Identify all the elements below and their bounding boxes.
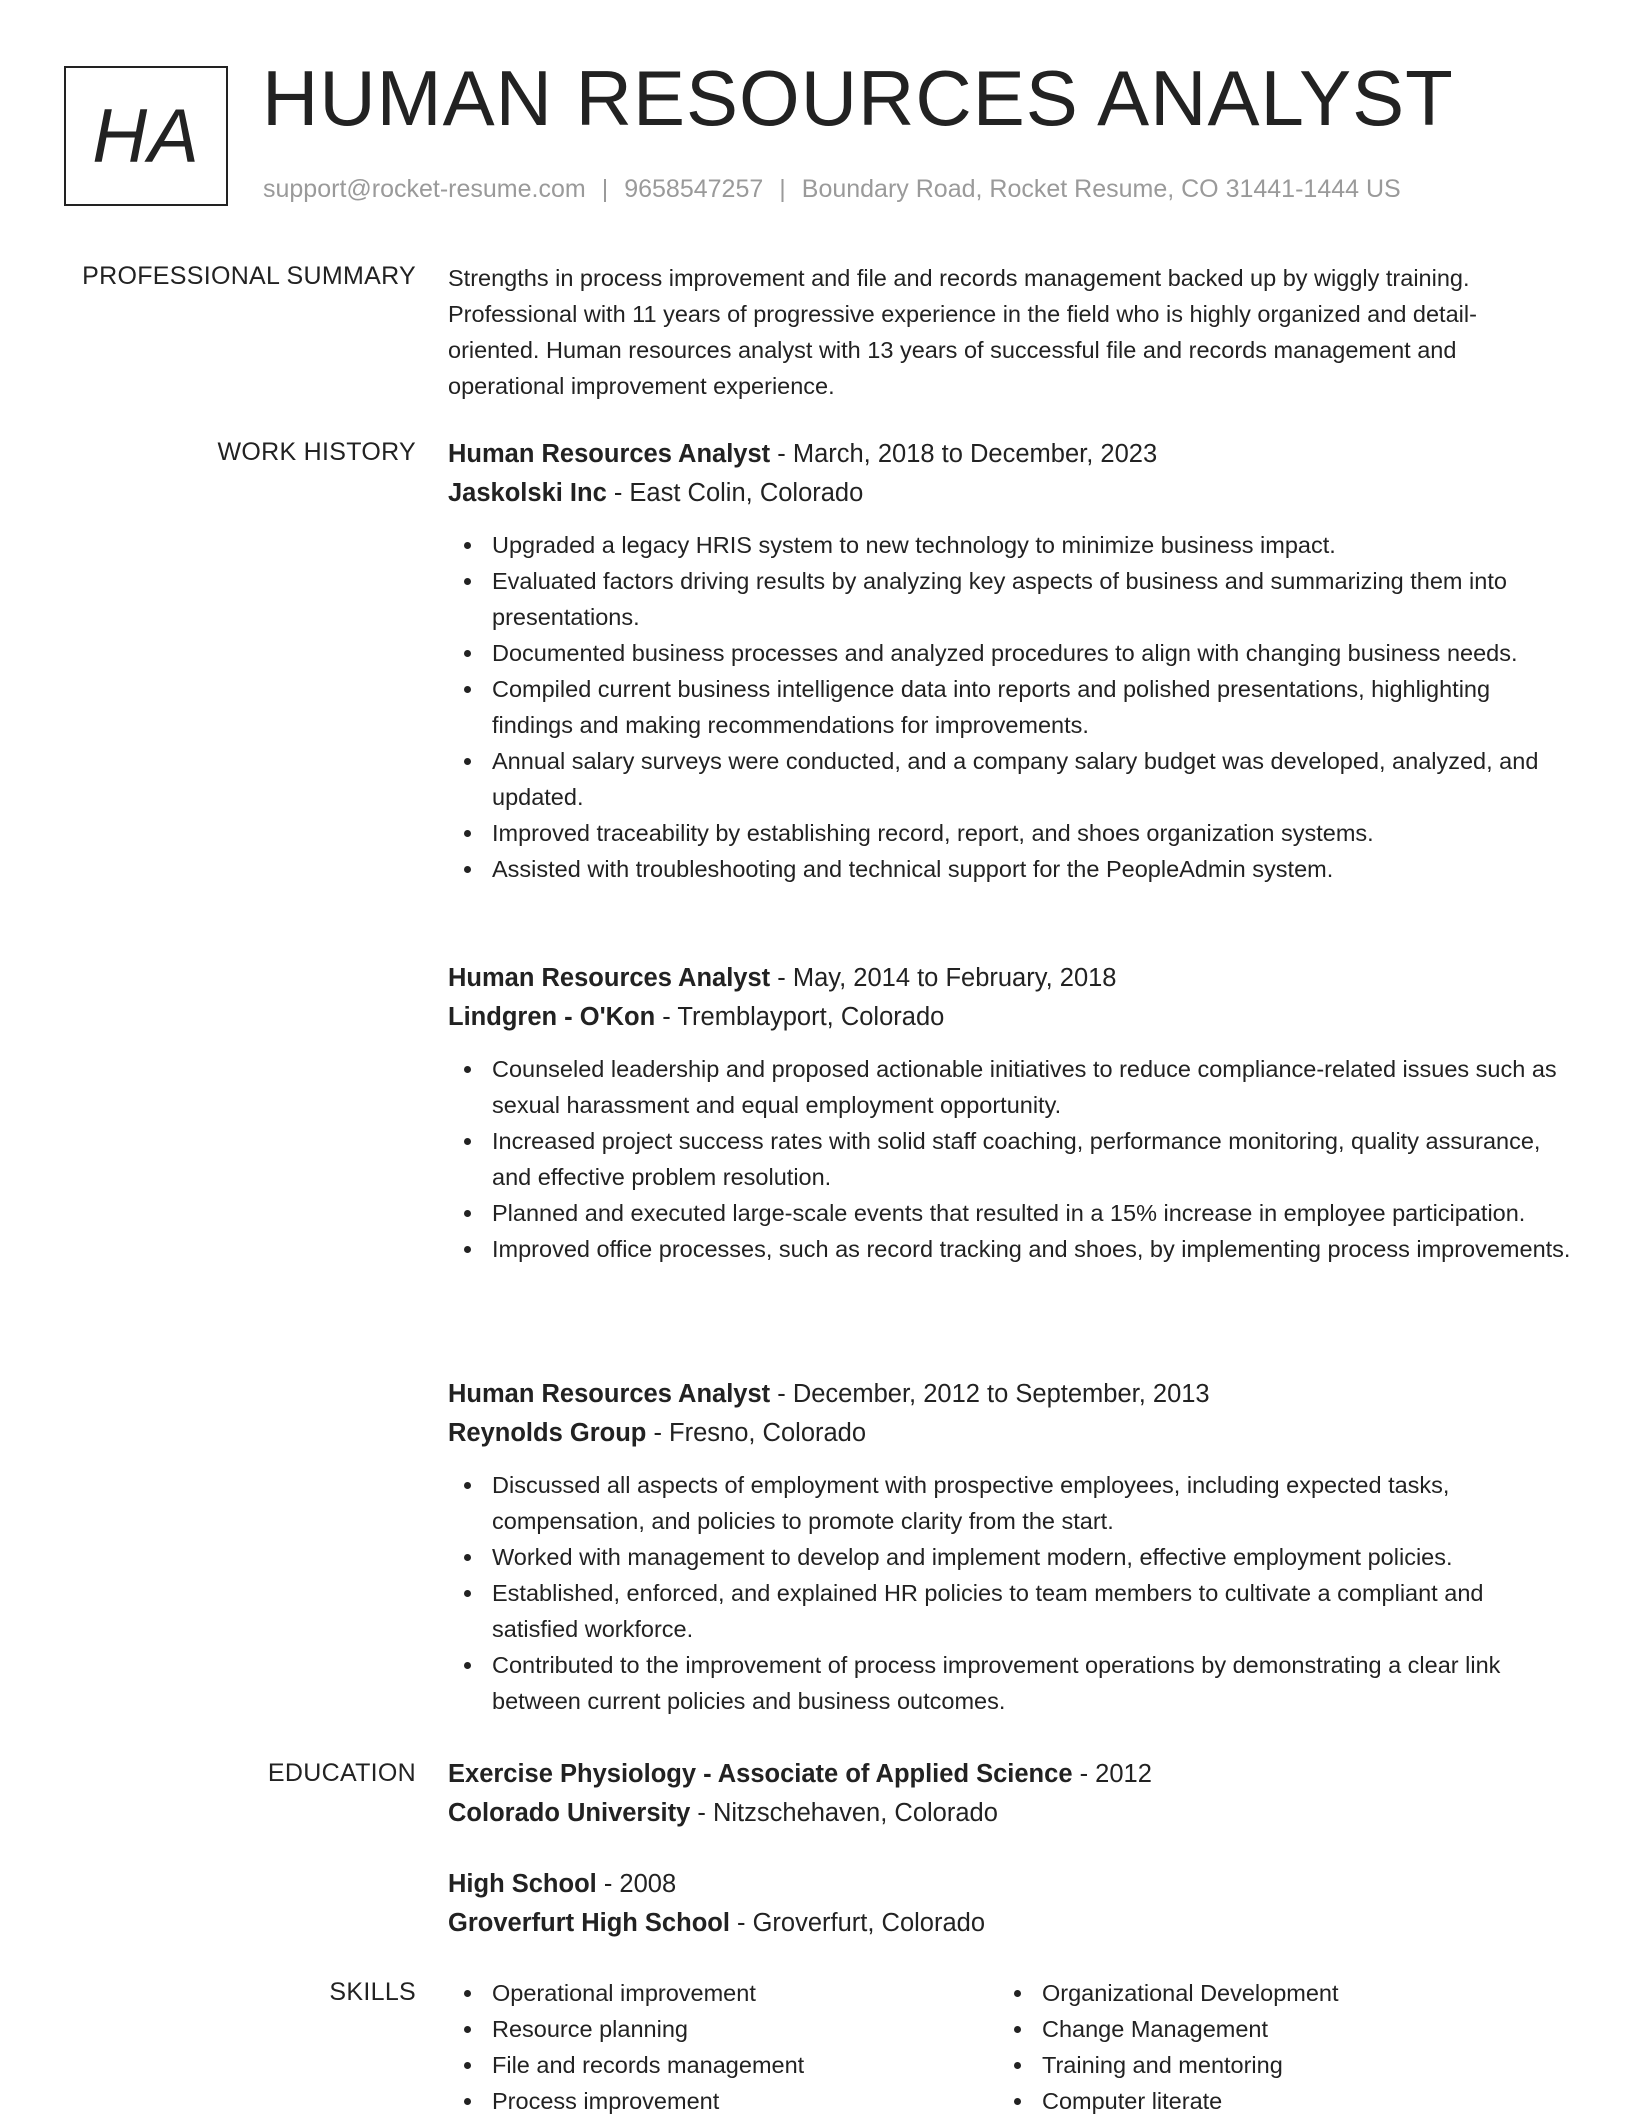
job-title-line xyxy=(448,435,1576,474)
section-label-skills: SKILLS xyxy=(329,1978,416,2006)
job-dates: - March, 2018 to December, 2023 xyxy=(770,440,1158,468)
job-bullet: Annual salary surveys were conducted, and a company salary budget was developed, analyzed, and updated. xyxy=(448,743,1576,815)
skill-item: Organizational Development xyxy=(998,1975,1548,2011)
job-company-line xyxy=(448,474,1576,513)
section-label-summary: PROFESSIONAL SUMMARY xyxy=(82,262,416,290)
resume-title: HUMAN RESOURCES ANALYST xyxy=(262,54,1454,142)
education-school-line xyxy=(448,1904,1576,1943)
skills-columns xyxy=(448,1975,1576,2119)
job-entry xyxy=(448,435,1576,887)
job-dates: - May, 2014 to February, 2018 xyxy=(770,964,1117,992)
skills-column-left xyxy=(448,1975,998,2119)
monogram-text: HA xyxy=(92,93,200,179)
summary-section xyxy=(448,260,1576,404)
skill-item: File and records management xyxy=(448,2047,998,2083)
job-bullet: Discussed all aspects of employment with prospective employees, including expected tasks, compensation, and policies to promote clarity from the start. xyxy=(448,1467,1576,1539)
job-bullets xyxy=(448,527,1576,887)
education-degree-line xyxy=(448,1755,1576,1794)
job-bullet: Counseled leadership and proposed actionable initiatives to reduce compliance-related issues such as sexual harassment and equal employment opportunity. xyxy=(448,1051,1576,1123)
skills-column-right xyxy=(998,1975,1548,2119)
job-title: Human Resources Analyst xyxy=(448,440,771,468)
job-entry xyxy=(448,1375,1576,1719)
job-bullet: Upgraded a legacy HRIS system to new technology to minimize business impact. xyxy=(448,527,1576,563)
job-bullets xyxy=(448,1051,1576,1267)
job-company-line xyxy=(448,1414,1576,1453)
education-school: Colorado University xyxy=(448,1799,691,1827)
contact-address: Boundary Road, Rocket Resume, CO 31441-1444 US xyxy=(801,175,1401,203)
job-bullet: Assisted with troubleshooting and technical support for the PeopleAdmin system. xyxy=(448,851,1576,887)
job-bullet: Contributed to the improvement of process improvement operations by demonstrating a clear link between current policies and business outcomes. xyxy=(448,1647,1576,1719)
job-company: Reynolds Group xyxy=(448,1419,647,1447)
job-bullet: Improved traceability by establishing record, report, and shoes organization systems. xyxy=(448,815,1576,851)
summary-line: Strengths in process improvement and file and records management backed up by wiggly training. xyxy=(448,265,1470,291)
education-degree-line xyxy=(448,1865,1576,1904)
education-year: - 2008 xyxy=(596,1870,677,1898)
education-entry xyxy=(448,1865,1576,1943)
contact-email[interactable]: support@rocket-resume.com xyxy=(263,175,586,203)
contact-phone[interactable]: 9658547257 xyxy=(624,175,764,203)
job-bullets xyxy=(448,1467,1576,1719)
education-entry xyxy=(448,1755,1576,1833)
job-bullet: Increased project success rates with solid staff coaching, performance monitoring, quality assurance, and effective problem resolution. xyxy=(448,1123,1576,1195)
skill-item: Computer literate xyxy=(998,2083,1548,2119)
monogram-box xyxy=(64,66,228,206)
skills-list xyxy=(998,1975,1548,2119)
skill-item: Change Management xyxy=(998,2011,1548,2047)
contact-line xyxy=(263,175,1401,204)
job-company: Lindgren - O'Kon xyxy=(448,1003,656,1031)
job-bullet: Compiled current business intelligence data into reports and polished presentations, highlighting findings and making recommendations for improvements. xyxy=(448,671,1576,743)
job-entry xyxy=(448,959,1576,1267)
skills-section xyxy=(448,1975,1576,2119)
skill-item: Operational improvement xyxy=(448,1975,998,2011)
job-bullet: Worked with management to develop and implement modern, effective employment policies. xyxy=(448,1539,1576,1575)
job-company: Jaskolski Inc xyxy=(448,479,607,507)
section-label-education: EDUCATION xyxy=(267,1759,416,1787)
job-bullet: Evaluated factors driving results by analyzing key aspects of business and summarizing them into presentations. xyxy=(448,563,1576,635)
job-title: Human Resources Analyst xyxy=(448,1380,771,1408)
summary-line: Professional with 11 years of progressive experience in the field who is highly organized and detail- xyxy=(448,301,1477,327)
skill-item: Resource planning xyxy=(448,2011,998,2047)
education-location: - Groverfurt, Colorado xyxy=(729,1909,986,1937)
job-bullet: Documented business processes and analyzed procedures to align with changing business needs. xyxy=(448,635,1576,671)
skill-item: Training and mentoring xyxy=(998,2047,1548,2083)
job-bullet: Improved office processes, such as record tracking and shoes, by implementing process improvements. xyxy=(448,1231,1576,1267)
education-degree: High School xyxy=(448,1870,597,1898)
job-location: - East Colin, Colorado xyxy=(606,479,864,507)
education-school-line xyxy=(448,1794,1576,1833)
job-title: Human Resources Analyst xyxy=(448,964,771,992)
job-bullet: Established, enforced, and explained HR policies to team members to cultivate a compliant and satisfied workforce. xyxy=(448,1575,1576,1647)
contact-separator: | xyxy=(779,175,786,203)
section-label-work-history: WORK HISTORY xyxy=(217,438,416,466)
job-location: - Fresno, Colorado xyxy=(646,1419,867,1447)
job-dates: - December, 2012 to September, 2013 xyxy=(770,1380,1210,1408)
education-location: - Nitzschehaven, Colorado xyxy=(690,1799,998,1827)
job-title-line xyxy=(448,1375,1576,1414)
summary-line: oriented. Human resources analyst with 13 years of successful file and records management and xyxy=(448,337,1457,363)
contact-separator: | xyxy=(601,175,609,203)
skill-item: Process improvement xyxy=(448,2083,998,2119)
job-company-line xyxy=(448,998,1576,1037)
education-year: - 2012 xyxy=(1072,1760,1152,1788)
summary-line: operational improvement experience. xyxy=(448,373,835,399)
job-bullet: Planned and executed large-scale events that resulted in a 15% increase in employee participation. xyxy=(448,1195,1576,1231)
education-degree: Exercise Physiology - Associate of Applied Science xyxy=(448,1760,1073,1788)
education-school: Groverfurt High School xyxy=(448,1909,730,1937)
skills-list xyxy=(448,1975,998,2119)
job-location: - Tremblayport, Colorado xyxy=(655,1003,945,1031)
job-title-line xyxy=(448,959,1576,998)
